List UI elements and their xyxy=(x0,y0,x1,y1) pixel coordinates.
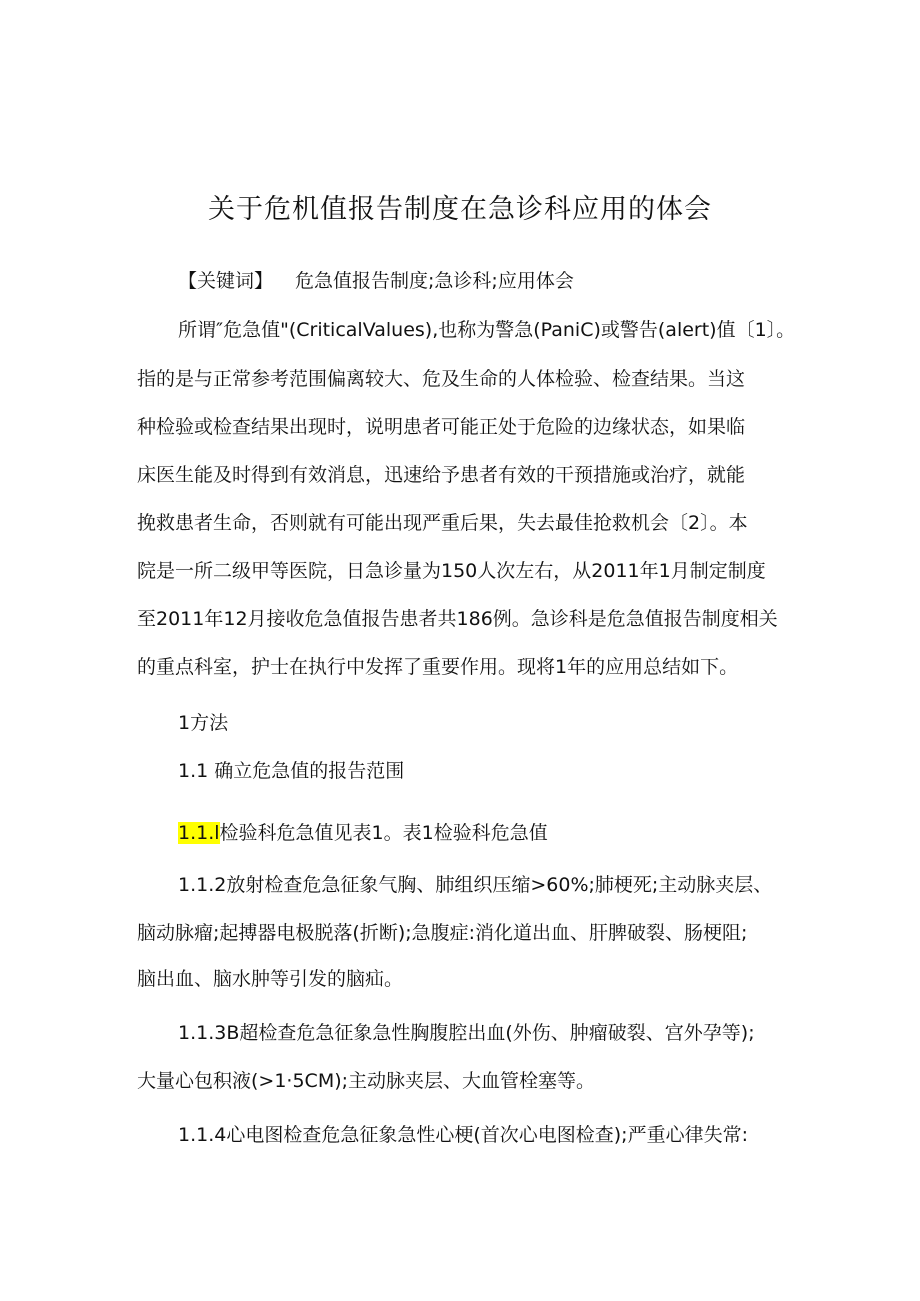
item-1-1-2-line-2: 脑动脉瘤;起搏器电极脱落(折断);急腹症:消化道出血、肝脾破裂、肠梗阻; xyxy=(137,922,748,944)
keywords-line xyxy=(178,266,838,296)
intro-line-7: 至2011年12月接收危急值报告患者共186例。急诊科是危急值报告制度相关 xyxy=(137,608,778,630)
keywords-text: 危急值报告制度;急诊科;应用体会 xyxy=(295,270,574,292)
item-1-1-4-line-1: 1.1.4心电图检查危急征象急性心梗(首次心电图检查);严重心律失常: xyxy=(178,1124,748,1146)
intro-line-1: 所谓″危急值"(CriticalValues),也称为警急(PaniC)或警告(alert)值〔1〕。 xyxy=(178,319,796,341)
document-title: 关于危机值报告制度在急诊科应用的体会 xyxy=(208,194,712,225)
item-1-1-1-text: 检验科危急值见表1。表1检验科危急值 xyxy=(219,822,548,844)
intro-line-4: 床医生能及时得到有效消息，迅速给予患者有效的干预措施或治疗，就能 xyxy=(137,464,746,486)
intro-line-5: 挽救患者生命，否则就有可能出现严重后果，失去最佳抢救机会〔2〕。本 xyxy=(137,512,748,534)
intro-line-6: 院是一所二级甲等医院，日急诊量为150人次左右，从2011年1月制定制度 xyxy=(137,560,766,582)
item-1-1-3-line-2: 大量心包积液(>1·5CM);主动脉夹层、大血管栓塞等。 xyxy=(137,1070,596,1092)
item-1-1-2-line-1: 1.1.2放射检查危急征象气胸、肺组织压缩>60%;肺梗死;主动脉夹层、 xyxy=(178,874,773,896)
section-heading-1: 1方法 xyxy=(178,712,229,734)
item-1-1-1 xyxy=(178,818,838,848)
item-1-1-3-line-1: 1.1.3B超检查危急征象急性胸腹腔出血(外伤、肿瘤破裂、宫外孕等); xyxy=(178,1022,755,1044)
section-heading-1-1: 1.1 确立危急值的报告范围 xyxy=(178,760,405,782)
intro-line-2: 指的是与正常参考范围偏离较大、危及生命的人体检验、检查结果。当这 xyxy=(137,368,746,390)
item-1-1-2-line-3: 脑出血、脑水肿等引发的脑疝。 xyxy=(137,968,404,990)
highlighted-number: 1.1.l xyxy=(178,822,220,844)
intro-line-8: 的重点科室，护士在执行中发挥了重要作用。现将1年的应用总结如下。 xyxy=(137,656,739,678)
keywords-label: 【关键词】 xyxy=(178,270,274,292)
intro-line-3: 种检验或检查结果出现时，说明患者可能正处于危险的边缘状态，如果临 xyxy=(137,416,746,438)
